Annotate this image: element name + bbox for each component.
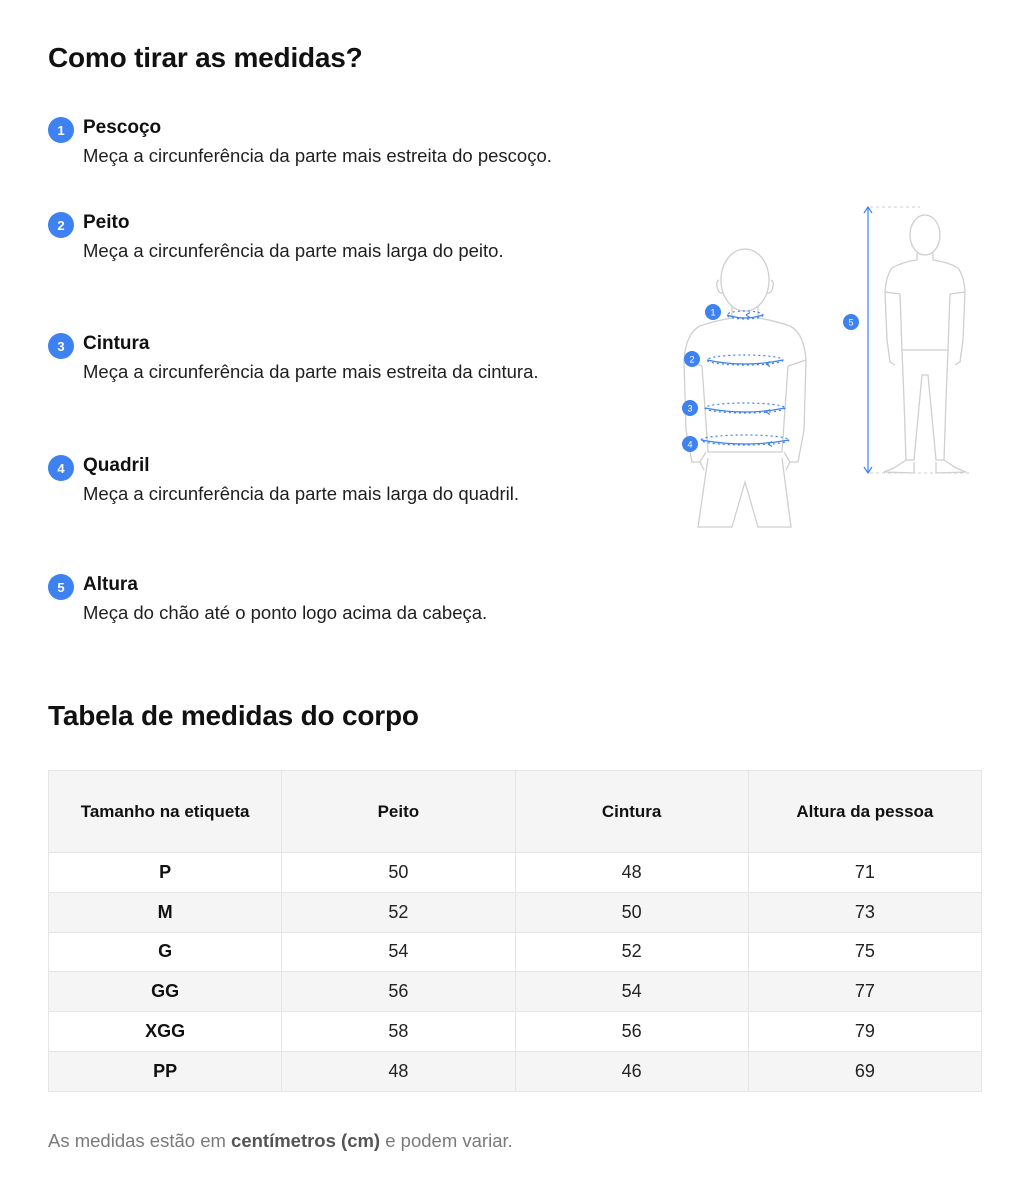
- step-number-badge: 4: [48, 455, 74, 481]
- cell-chest: 52: [282, 892, 515, 932]
- svg-text:4: 4: [687, 439, 693, 450]
- cell-size: P: [49, 853, 282, 893]
- table-title: Tabela de medidas do corpo: [48, 700, 419, 731]
- cell-waist: 50: [515, 892, 748, 932]
- step-hip: [48, 453, 568, 505]
- cell-waist: 56: [515, 1012, 748, 1052]
- cell-size: GG: [49, 972, 282, 1012]
- cell-height: 77: [748, 972, 981, 1012]
- step-description: Meça a circunferência da parte mais larga do quadril.: [83, 483, 520, 504]
- header-chest: Peito: [282, 771, 515, 853]
- cell-chest: 54: [282, 932, 515, 972]
- footnote-suffix: e podem variar.: [380, 1130, 513, 1151]
- page-title: Como tirar as medidas?: [48, 42, 363, 73]
- full-body-figure: [884, 215, 966, 473]
- cell-size: XGG: [49, 1012, 282, 1052]
- table-row: [49, 853, 982, 893]
- cell-chest: 56: [282, 972, 515, 1012]
- header-height: Altura da pessoa: [748, 771, 981, 853]
- cell-waist: 52: [515, 932, 748, 972]
- cell-size: PP: [49, 1051, 282, 1091]
- cell-waist: 54: [515, 972, 748, 1012]
- step-title: Quadril: [83, 455, 150, 476]
- step-description: Meça a circunferência da parte mais estreita da cintura.: [83, 361, 539, 382]
- table-header-row: [49, 771, 982, 853]
- step-number-badge: 1: [48, 117, 74, 143]
- step-description: Meça a circunferência da parte mais larga do peito.: [83, 240, 504, 261]
- cell-waist: 46: [515, 1051, 748, 1091]
- cell-height: 79: [748, 1012, 981, 1052]
- step-waist: [48, 331, 568, 383]
- step-number-badge: 2: [48, 212, 74, 238]
- footnote-prefix: As medidas estão em: [48, 1130, 232, 1151]
- table-row: [49, 972, 982, 1012]
- marker-1: [705, 304, 721, 320]
- cell-size: M: [49, 892, 282, 932]
- svg-text:2: 2: [689, 354, 695, 365]
- table-row: [49, 1051, 982, 1091]
- cell-size: G: [49, 932, 282, 972]
- step-title: Cintura: [83, 333, 150, 354]
- footnote-unit: centímetros (cm): [231, 1130, 381, 1151]
- step-title: Peito: [83, 212, 130, 233]
- step-description: Meça a circunferência da parte mais estreita do pescoço.: [83, 145, 552, 166]
- height-line: [864, 207, 872, 473]
- step-height: [48, 572, 568, 624]
- cell-chest: 58: [282, 1012, 515, 1052]
- cell-chest: 48: [282, 1051, 515, 1091]
- size-table: [48, 770, 982, 1092]
- cell-height: 75: [748, 932, 981, 972]
- table-row: [49, 932, 982, 972]
- table-row: [49, 1012, 982, 1052]
- table-row: [49, 892, 982, 932]
- cell-height: 69: [748, 1051, 981, 1091]
- svg-text:5: 5: [848, 317, 854, 328]
- step-title: Altura: [83, 574, 138, 595]
- header-size-label: Tamanho na etiqueta: [49, 771, 282, 853]
- step-neck: [48, 115, 668, 167]
- marker-4: [682, 436, 698, 452]
- cell-chest: 50: [282, 853, 515, 893]
- cell-waist: 48: [515, 853, 748, 893]
- step-description: Meça do chão até o ponto logo acima da cabeça.: [83, 602, 488, 623]
- step-number-badge: 5: [48, 574, 74, 600]
- svg-text:3: 3: [687, 403, 693, 414]
- body-measurement-illustration: [670, 200, 990, 535]
- marker-5: [843, 314, 859, 330]
- svg-text:1: 1: [710, 307, 716, 318]
- marker-3: [682, 400, 698, 416]
- front-figure: [684, 249, 806, 527]
- header-waist: Cintura: [515, 771, 748, 853]
- measure-bands: [701, 311, 789, 447]
- cell-height: 73: [748, 892, 981, 932]
- step-number-badge: 3: [48, 333, 74, 359]
- cell-height: 71: [748, 853, 981, 893]
- step-chest: [48, 210, 568, 262]
- units-footnote: [48, 1130, 513, 1152]
- step-title: Pescoço: [83, 117, 162, 138]
- marker-2: [684, 351, 700, 367]
